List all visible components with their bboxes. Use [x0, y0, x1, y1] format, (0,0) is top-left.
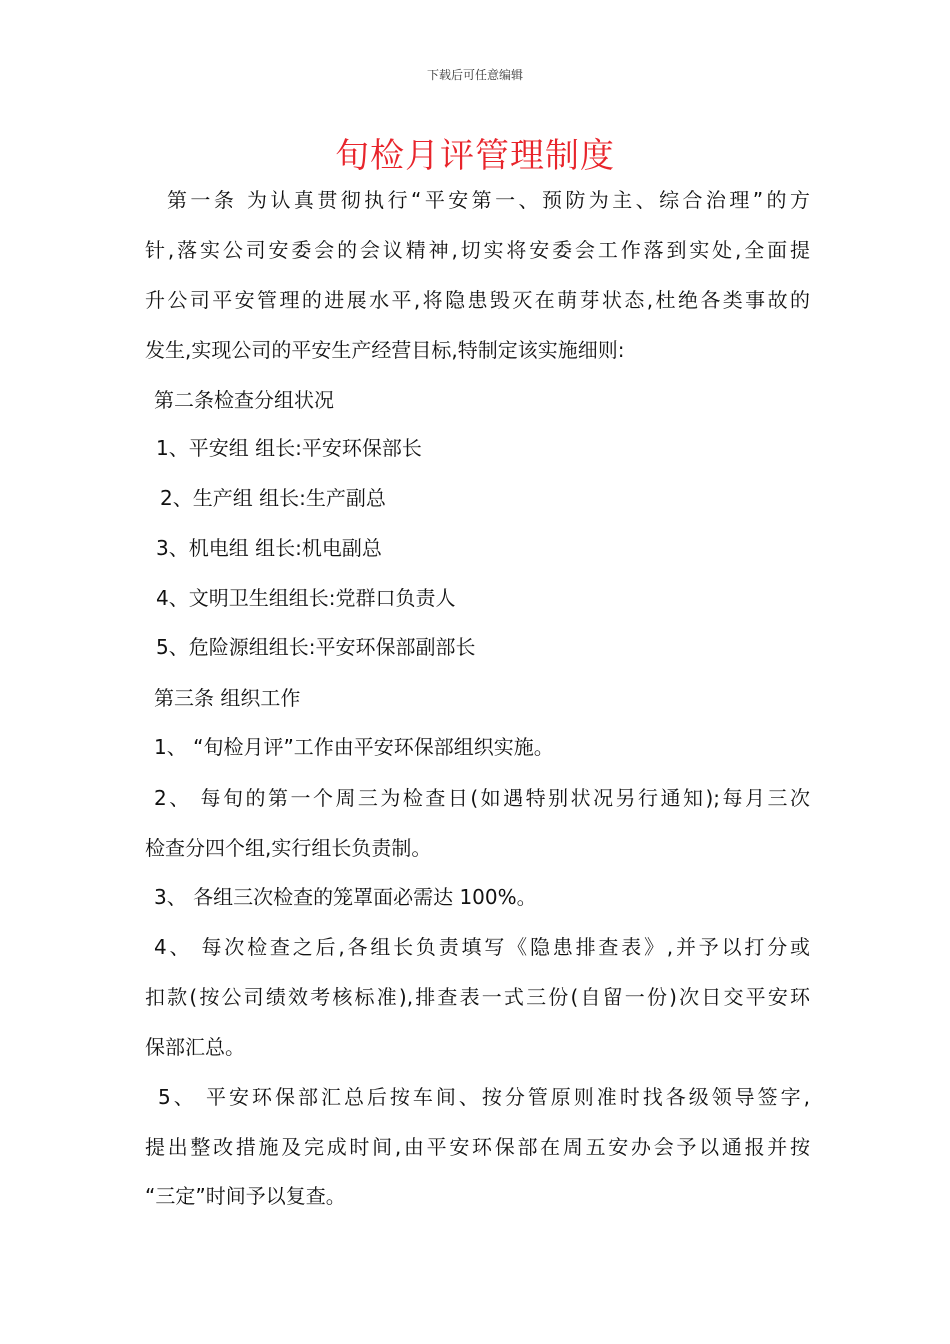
work-item-2-line-2: 检查分四个组,实行组长负责制。: [145, 836, 432, 860]
work-item-5-line-2: 提出整改措施及完成时间,由平安环保部在周五安办会予以通报并按: [145, 1135, 810, 1159]
work-item-4-line-1: 4、 每次检查之后,各组长负责填写《隐患排查表》,并予以打分或: [154, 935, 810, 959]
group-item-5: 5、危险源组组长:平安环保部副部长: [156, 635, 476, 659]
group-item-2: 2、生产组 组长:生产副总: [160, 486, 386, 510]
document-title: 旬检月评管理制度: [335, 136, 615, 176]
group-item-4: 4、文明卫生组组长:党群口负责人: [156, 586, 456, 610]
work-item-1: 1、 “旬检月评”工作由平安环保部组织实施。: [154, 735, 554, 759]
work-item-4-line-3: 保部汇总。: [145, 1035, 245, 1059]
work-item-3: 3、 各组三次检查的笼罩面必需达 100%。: [154, 885, 537, 909]
header-note: 下载后可任意编辑: [426, 68, 523, 82]
work-item-2-line-1: 2、 每旬的第一个周三为检查日(如遇特别状况另行通知);每月三次: [154, 786, 810, 810]
work-item-5-line-3: “三定”时间予以复查。: [145, 1184, 346, 1208]
article-1-line-1: 第一条 为认真贯彻执行“平安第一、预防为主、综合治理”的方: [167, 188, 810, 212]
article-2-heading: 第二条检查分组状况: [154, 388, 334, 412]
group-item-3: 3、机电组 组长:机电副总: [156, 536, 382, 560]
work-item-4-line-2: 扣款(按公司绩效考核标准),排查表一式三份(自留一份)次日交平安环: [145, 985, 810, 1009]
article-1-line-3: 升公司平安管理的进展水平,将隐患毁灭在萌芽状态,杜绝各类事故的: [145, 288, 810, 312]
work-item-5-line-1: 5、 平安环保部汇总后按车间、按分管原则准时找各级领导签字,: [158, 1085, 810, 1109]
group-item-1: 1、平安组 组长:平安环保部长: [156, 436, 422, 460]
article-3-heading: 第三条 组织工作: [154, 686, 301, 710]
article-1-line-4: 发生,实现公司的平安生产经营目标,特制定该实施细则:: [145, 338, 625, 362]
article-1-line-2: 针,落实公司安委会的会议精神,切实将安委会工作落到实处,全面提: [145, 238, 810, 262]
